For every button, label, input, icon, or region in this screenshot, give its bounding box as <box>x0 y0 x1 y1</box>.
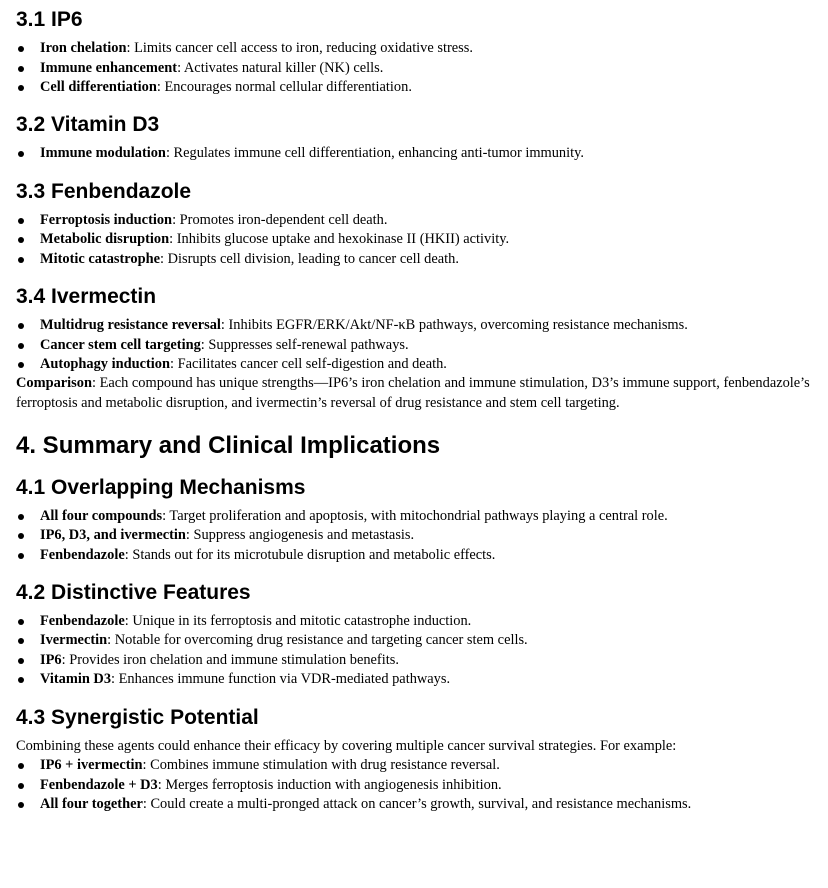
item-text: : Combines immune stimulation with drug resistance reversal. <box>142 757 500 774</box>
item-term: Mitotic catastrophe <box>40 250 161 267</box>
section-summary <box>16 433 822 814</box>
bullet-list <box>16 756 822 814</box>
item-term: Multidrug resistance reversal <box>40 317 221 334</box>
list-item <box>16 39 822 58</box>
list-item <box>16 316 822 335</box>
item-term: Fenbendazole <box>40 546 125 563</box>
intro-paragraph: Combining these agents could enhance their efficacy by covering multiple cancer survival strategies. For example: <box>16 737 677 754</box>
bullet-list <box>16 316 822 374</box>
item-term: All four compounds <box>40 507 163 524</box>
section-vitamin-d3 <box>16 113 822 164</box>
list-item <box>16 230 822 249</box>
list-item <box>16 651 822 670</box>
bullet-list <box>16 144 822 163</box>
list-item <box>16 336 822 355</box>
list-item <box>16 670 822 689</box>
comparison-term: Comparison <box>16 375 92 392</box>
page-heading: 4. Summary and Clinical Implications <box>16 432 441 460</box>
item-term: Cancer stem cell targeting <box>40 336 201 353</box>
document-page <box>16 8 822 814</box>
item-text: : Promotes iron-dependent cell death. <box>172 211 388 228</box>
item-term: IP6, D3, and ivermectin <box>40 527 186 544</box>
section-fenbendazole <box>16 180 822 269</box>
item-text: : Regulates immune cell differentiation, enhancing anti-tumor immunity. <box>165 145 584 162</box>
item-text: : Target proliferation and apoptosis, with mitochondrial pathways playing a central role. <box>162 507 668 524</box>
item-text: : Provides iron chelation and immune stimulation benefits. <box>61 651 399 668</box>
list-item <box>16 507 822 526</box>
list-item <box>16 250 822 269</box>
item-text: : Stands out for its microtubule disruption and metabolic effects. <box>124 546 496 563</box>
item-term: Fenbendazole + D3 <box>40 776 158 793</box>
item-text: : Activates natural killer (NK) cells. <box>177 59 384 76</box>
list-item <box>16 144 822 163</box>
comparison-text: : Each compound has unique strengths—IP6’s iron chelation and immune stimulation, D3’s immune support, fenbendazole’s ferroptosis and metabolic disruption, and ivermectin’s reversal of drug resistance and stem cell targeting. <box>16 375 810 411</box>
item-text: : Inhibits EGFR/ERK/Akt/NF-κB pathways, overcoming resistance mechanisms. <box>220 317 688 334</box>
item-text: : Merges ferroptosis induction with angiogenesis inhibition. <box>157 776 502 793</box>
section-distinctive-features <box>16 581 822 690</box>
item-text: : Suppress angiogenesis and metastasis. <box>185 527 415 544</box>
list-item <box>16 526 822 545</box>
list-item <box>16 612 822 631</box>
list-item <box>16 776 822 795</box>
item-text: : Enhances immune function via VDR-mediated pathways. <box>111 671 451 688</box>
item-term: All four together <box>40 795 143 812</box>
section-heading: 3.3 Fenbendazole <box>16 179 192 203</box>
item-term: IP6 <box>40 651 62 668</box>
item-term: Immune enhancement <box>40 59 178 76</box>
item-term: Autophagy induction <box>40 356 170 373</box>
item-term: Ivermectin <box>40 632 108 649</box>
list-item <box>16 631 822 650</box>
item-term: Ferroptosis induction <box>40 211 173 228</box>
list-item <box>16 355 822 374</box>
item-text: : Encourages normal cellular differentiation. <box>156 78 412 95</box>
item-text: : Limits cancer cell access to iron, reducing oxidative stress. <box>126 40 473 57</box>
section-ivermectin <box>16 285 822 413</box>
list-item <box>16 756 822 775</box>
item-text: : Could create a multi-pronged attack on cancer’s growth, survival, and resistance mechanisms. <box>142 795 692 812</box>
item-text: : Facilitates cancer cell self-digestion and death. <box>169 356 447 373</box>
item-text: : Unique in its ferroptosis and mitotic catastrophe induction. <box>124 613 472 630</box>
item-term: Iron chelation <box>40 40 127 57</box>
item-term: Vitamin D3 <box>40 671 112 688</box>
list-item <box>16 59 822 78</box>
section-heading: 3.1 IP6 <box>16 8 83 31</box>
item-text: : Suppresses self-renewal pathways. <box>200 336 409 353</box>
item-term: Immune modulation <box>40 145 166 162</box>
item-text: : Disrupts cell division, leading to cancer cell death. <box>160 250 459 267</box>
bullet-list <box>16 507 822 565</box>
section-heading: 4.1 Overlapping Mechanisms <box>16 475 306 499</box>
section-heading: 4.3 Synergistic Potential <box>16 705 259 729</box>
section-overlapping-mechanisms <box>16 476 822 565</box>
bullet-list <box>16 612 822 690</box>
item-term: Metabolic disruption <box>40 231 170 248</box>
item-term: IP6 + ivermectin <box>40 757 143 774</box>
comparison-paragraph <box>16 374 822 413</box>
item-term: Cell differentiation <box>40 78 157 95</box>
list-item <box>16 546 822 565</box>
section-ip6 <box>16 8 822 97</box>
item-text: : Inhibits glucose uptake and hexokinase II (HKII) activity. <box>169 231 510 248</box>
list-item <box>16 211 822 230</box>
section-synergistic-potential <box>16 706 822 815</box>
section-heading: 4.2 Distinctive Features <box>16 580 251 604</box>
item-term: Fenbendazole <box>40 613 125 630</box>
section-heading: 3.4 Ivermectin <box>16 285 157 309</box>
section-heading: 3.2 Vitamin D3 <box>16 113 160 137</box>
item-text: : Notable for overcoming drug resistance and targeting cancer stem cells. <box>107 632 528 649</box>
bullet-list <box>16 39 822 97</box>
list-item <box>16 78 822 97</box>
list-item <box>16 795 822 814</box>
bullet-list <box>16 211 822 269</box>
